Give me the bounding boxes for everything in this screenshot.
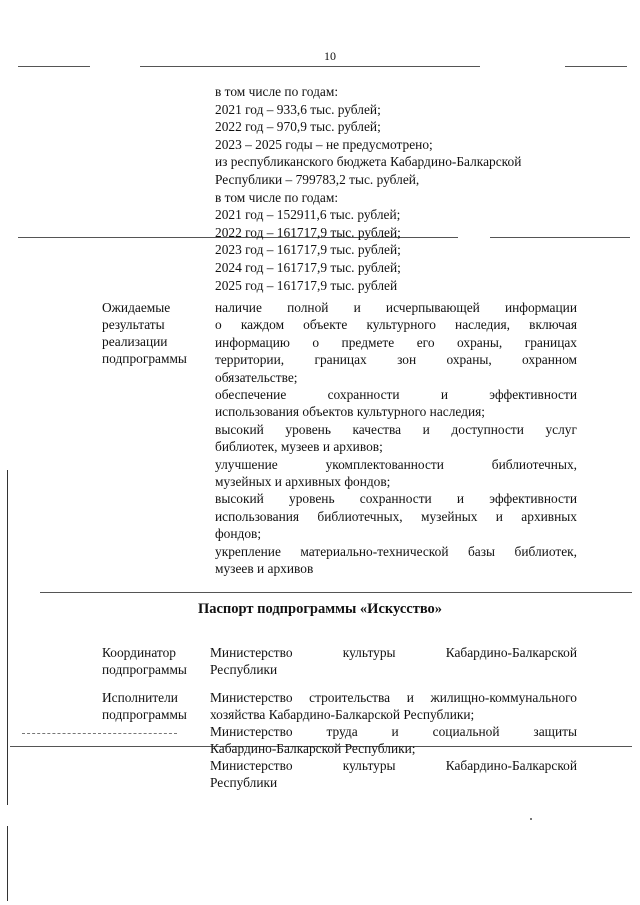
funding-line: 2024 год – 161717,9 тыс. рублей; [215,259,401,275]
executors-line: хозяйства Кабардино-Балкарской Республики; [210,707,475,722]
results-line: обеспечение сохранности и эффективности [215,387,577,403]
results-line: укрепление материально-технической базы библиотек, [215,543,577,559]
executors-label-line: Исполнители [102,690,178,705]
coordinator-label-line: Координатор [102,645,176,660]
top-rule-middle [140,66,480,67]
coordinator-label-line: подпрограммы [102,662,187,677]
executors-text [210,689,577,791]
results-label-line: реализации [102,334,168,349]
results-label-line: подпрограммы [102,351,187,366]
executors-line: Министерство культуры Кабардино-Балкарской [210,758,577,773]
passport-heading: Паспорт подпрограммы «Искусство» [197,601,443,617]
coordinator-line: Министерство культуры Кабардино-Балкарской [210,645,577,660]
results-line: территории, границах зон охраны, охранном [215,352,577,368]
funding-line: 2023 год – 161717,9 тыс. рублей; [215,242,401,258]
results-line: музеев и архивов [215,561,314,577]
executors-line: Кабардино-Балкарской Республики; [210,741,416,756]
results-line: наличие полной и исчерпывающей информации [215,300,577,315]
coordinator-text [210,644,577,678]
funding-line: из республиканского бюджета Кабардино-Балкарской [215,154,522,170]
left-margin-line-bottom [7,826,8,901]
results-line: использования библиотечных, музейных и архивных [215,508,577,524]
top-rule-right [565,66,627,67]
results-label-line: результаты [102,317,165,332]
funding-line: в том числе по годам: [215,189,339,205]
top-rule-left [18,66,90,67]
left-margin-line-top [7,470,8,805]
results-text [215,299,577,578]
results-line: улучшение укомплектованности библиотечных, [215,456,577,472]
funding-line: 2021 год – 933,6 тыс. рублей; [215,101,381,117]
funding-line: 2025 год – 161717,9 тыс. рублей [215,277,398,293]
results-line: использования объектов культурного наследия; [215,404,486,420]
executors-line: Министерство труда и социальной защиты [210,724,577,739]
coordinator-label [102,644,212,678]
results-line: обязательстве; [215,369,298,385]
results-line: библиотек, музеев и архивов; [215,439,383,455]
funding-line: Республики – 799783,2 тыс. рублей, [215,171,420,187]
results-line: высокий уровень сохранности и эффективности [215,491,577,507]
heading-rule [40,592,632,593]
coordinator-line: Республики [210,662,278,677]
executors-line: Министерство строительства и жилищно-коммунального [210,690,577,705]
funding-line: 2022 год – 161717,9 тыс. рублей; [215,224,401,240]
funding-line: 2022 год – 970,9 тыс. рублей; [215,119,381,135]
executors-label-line: подпрограммы [102,707,187,722]
results-line: высокий уровень качества и доступности услуг [215,421,577,437]
results-label-line: Ожидаемые [102,300,171,315]
executors-line: Республики [210,775,278,790]
page-number: 10 [324,49,336,63]
results-line: музейных и архивных фондов; [215,474,391,490]
funding-breakdown [215,83,585,294]
results-line: информацию о предмете его охраны, границах [215,334,577,350]
results-label [102,299,212,367]
funding-line: 2023 – 2025 годы – не предусмотрено; [215,136,433,152]
scan-speck [530,818,532,820]
results-line: фондов; [215,526,262,542]
funding-line: в том числе по годам: [215,84,339,99]
executors-label [102,689,212,723]
funding-line: 2021 год – 152911,6 тыс. рублей; [215,207,401,223]
results-line: о каждом объекте культурного наследия, включая [215,317,577,333]
low-rule-left [22,733,177,734]
